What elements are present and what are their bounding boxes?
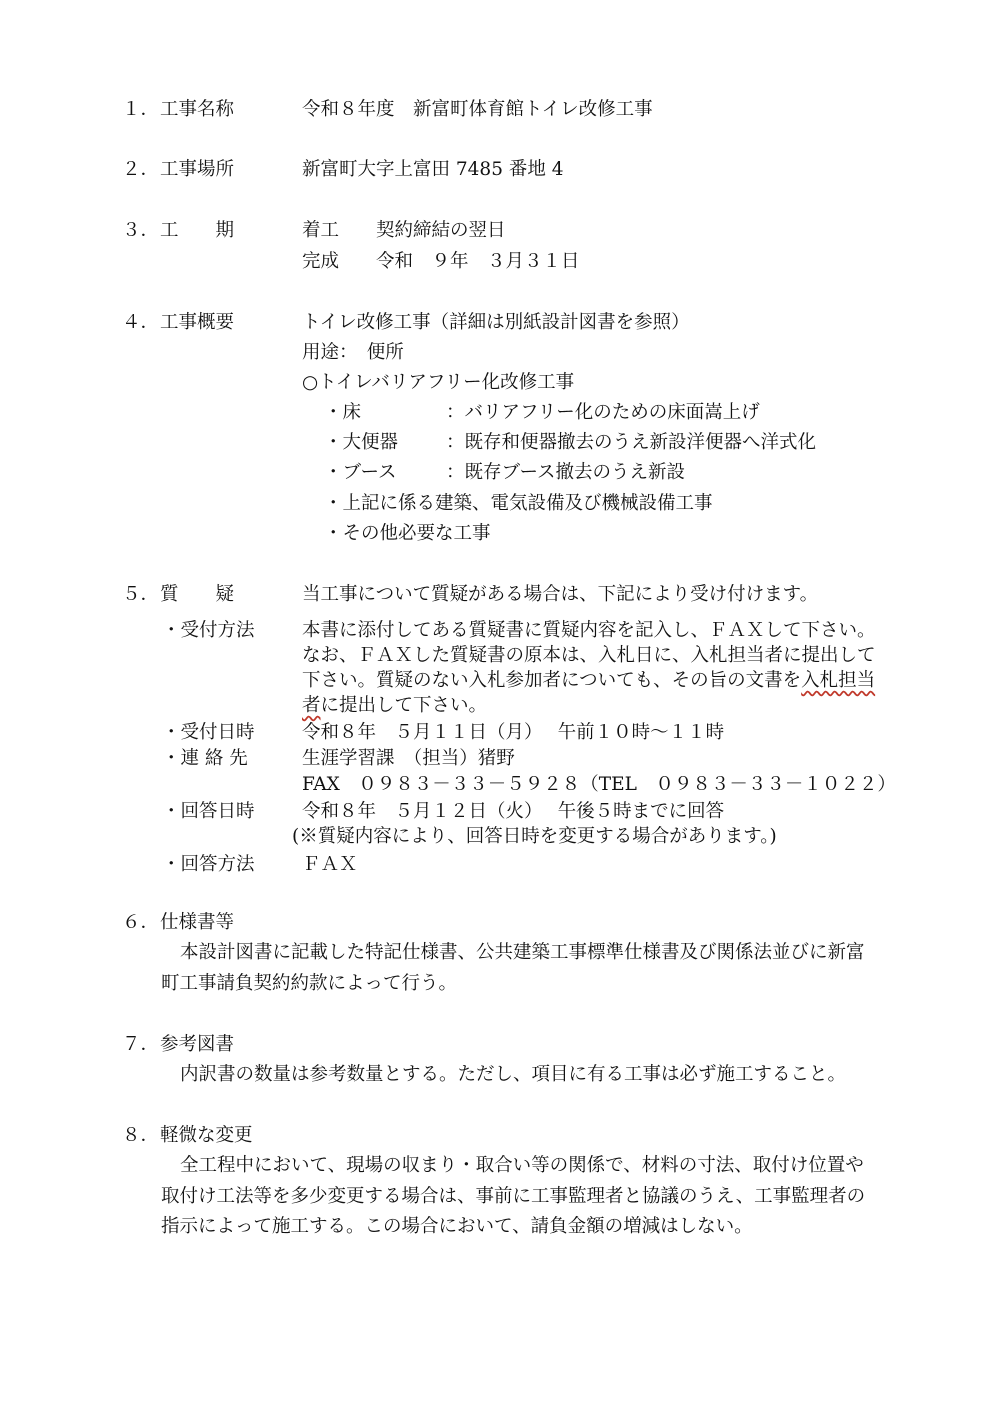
overview-line: トイレ改修工事（詳細は別紙設計図書を参照） [302, 312, 690, 333]
overview-extra: ・上記に係る建築、電気設備及び機械設備工事 [324, 493, 713, 514]
overview-item-name: ・ブース [324, 462, 397, 483]
period-start: 着工 契約締結の翌日 [302, 220, 506, 241]
answer-note: (※質疑内容により、回答日時を変更する場合があります。) [292, 826, 777, 847]
spec-text: 本設計図書に記載した特記仕様書、公共建築工事標準仕様書及び関係法並びに新富 [180, 942, 865, 963]
answer-date-value: 令和８年 ５月１２日（火） 午後５時までに回答 [302, 801, 725, 822]
contact-fax-tel: FAX ０９８３－３３－５９２８（TEL ０９８３－３３－１０２２） [302, 774, 896, 795]
reception-method-text [302, 672, 875, 691]
reception-method-underlined: 入札担当 [801, 670, 876, 691]
inquiry-intro: 当工事について質疑がある場合は、下記により受け付けます。 [302, 584, 819, 605]
answer-method-value: ＦＡＸ [302, 854, 358, 875]
section-1-label: 工事名称 [160, 99, 235, 120]
period-end: 完成 令和 ９年 ３月３１日 [302, 251, 580, 272]
answer-method-label: ・回答方法 [162, 854, 255, 875]
section-5-number: ５． [122, 584, 160, 605]
reception-date-label: ・受付日時 [162, 722, 255, 743]
reception-method-segment: 下さい。質疑のない入札参加者についても、その旨の文書を [302, 670, 802, 691]
construction-name: 令和８年度 新富町体育館トイレ改修工事 [302, 99, 653, 120]
section-6-number: ６． [122, 912, 160, 933]
section-3-label: 工 期 [160, 220, 235, 241]
section-4-label: 工事概要 [160, 312, 235, 333]
overview-heading: ○トイレバリアフリー化改修工事 [302, 372, 575, 393]
reception-method-text [302, 697, 487, 716]
section-2-number: ２． [122, 159, 160, 180]
reception-method-underlined: 者 [302, 695, 321, 716]
reception-method-label: ・受付方法 [162, 620, 255, 641]
overview-item-desc: ：既存ブース撤去のうえ新設 [446, 462, 686, 483]
answer-date-label: ・回答日時 [162, 801, 255, 822]
section-4-number: ４． [122, 312, 160, 333]
overview-usage: 用途： 便所 [302, 342, 404, 363]
section-6-label: 仕様書等 [160, 912, 235, 933]
section-2-label: 工事場所 [160, 159, 235, 180]
section-8-number: ８． [122, 1125, 160, 1146]
contact-label: ・連 絡 先 [162, 748, 248, 769]
reception-date-value: 令和８年 ５月１１日（月） 午前１０時～１１時 [302, 722, 725, 743]
reception-method-text: なお、ＦＡＸした質疑書の原本は、入札日に、入札担当者に提出して [302, 645, 876, 666]
section-7-label: 参考図書 [160, 1034, 235, 1055]
overview-item-name: ・床 [324, 402, 362, 423]
construction-location: 新富町大字上富田 7485 番地 4 [302, 159, 564, 180]
reference-text: 内訳書の数量は参考数量とする。ただし、項目に有る工事は必ず施工すること。 [180, 1064, 847, 1085]
minor-change-text: 指示によって施工する。この場合において、請負金額の増減はしない。 [161, 1216, 753, 1237]
reception-method-segment: に提出して下さい。 [320, 695, 488, 716]
overview-item-name: ・大便器 [324, 432, 399, 453]
overview-item-desc: ：既存和便器撤去のうえ新設洋便器へ洋式化 [446, 432, 817, 453]
section-8-label: 軽微な変更 [160, 1125, 253, 1146]
spec-text: 町工事請負契約約款によって行う。 [161, 973, 458, 994]
overview-item-desc: ：バリアフリー化のための床面嵩上げ [446, 402, 760, 423]
minor-change-text: 全工程中において、現場の収まり・取合い等の関係で、材料の寸法、取付け位置や [180, 1155, 864, 1176]
section-7-number: ７． [122, 1034, 160, 1055]
minor-change-text: 取付け工法等を多少変更する場合は、事前に工事監理者と協議のうえ、工事監理者の [161, 1186, 866, 1207]
overview-extra: ・その他必要な工事 [324, 523, 491, 544]
section-5-label: 質 疑 [160, 584, 235, 605]
section-1-number: １． [122, 99, 160, 120]
reception-method-text: 本書に添付してある質疑書に質疑内容を記入し、ＦＡＸして下さい。 [302, 620, 876, 641]
contact-value: 生涯学習課 （担当）猪野 [302, 748, 515, 769]
section-3-number: ３． [122, 220, 160, 241]
